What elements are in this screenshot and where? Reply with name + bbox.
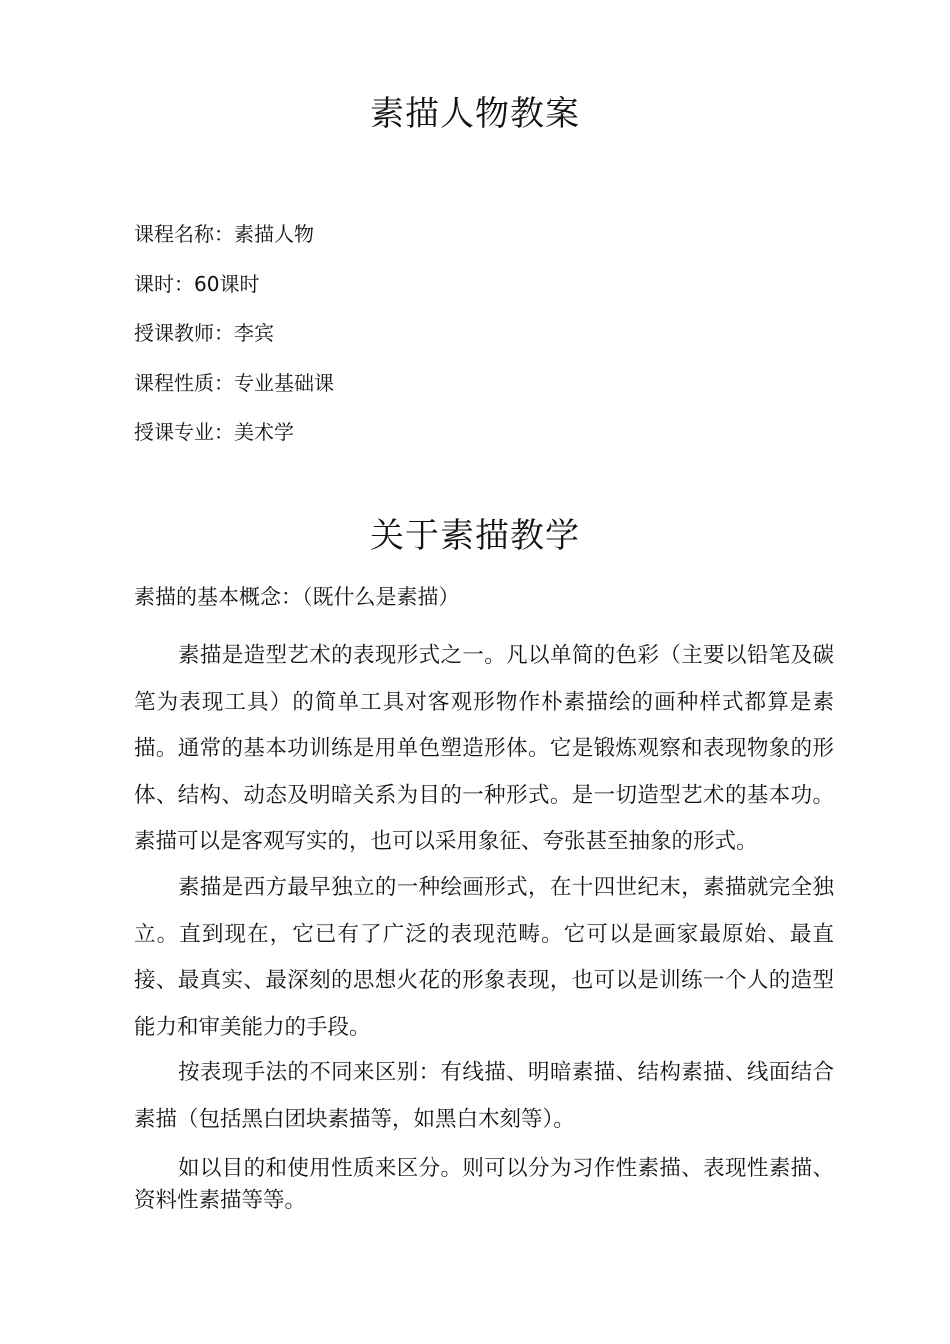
info-row-course-name — [134, 210, 334, 260]
info-value: 李宾 — [234, 321, 274, 345]
info-value: 专业基础课 — [234, 370, 334, 395]
info-row-major — [134, 408, 334, 458]
info-value: 美术学 — [234, 420, 294, 444]
paragraph: 如以目的和使用性质来区分。则可以分为习作性素描、表现性素描、资料性素描等等。 — [134, 1156, 834, 1213]
info-row-teacher — [134, 309, 334, 359]
paragraph: 素描是造型艺术的表现形式之一。凡以单简的色彩（主要以铅笔及碳笔为表现工具）的简单工具对客观形物作朴素描绘的画种样式都算是素描。通常的基本功训练是用单色塑造形体。它是锻炼观察和表现物象的形体、结构、动态及明暗关系为目的一种形式。是一切造型艺术的基本功。素描可以是客观写实的，也可以采用象征、夸张甚至抽象的形式。 — [134, 643, 834, 854]
info-label: 课时： — [134, 271, 194, 296]
info-label: 授课专业： — [134, 420, 234, 444]
info-value: 60课时 — [194, 271, 260, 296]
info-label: 授课教师： — [134, 321, 234, 345]
subheading: 素描的基本概念：（既什么是素描） — [134, 585, 460, 609]
course-info-list — [134, 210, 334, 458]
info-label: 课程名称： — [134, 222, 234, 246]
info-row-course-type — [134, 359, 334, 409]
document-title: 素描人物教案 — [370, 94, 580, 134]
info-row-hours — [134, 260, 334, 310]
paragraph: 按表现手法的不同来区别：有线描、明暗素描、结构素描、线面结合素描（包括黑白团块素描等，如黑白木刻等）。 — [134, 1060, 834, 1132]
paragraph: 素描是西方最早独立的一种绘画形式，在十四世纪末，素描就完全独立。直到现在，它已有了广泛的表现范畴。它可以是画家最原始、最直接、最真实、最深刻的思想火花的形象表现，也可以是训练一个人的造型能力和审美能力的手段。 — [134, 875, 834, 1040]
info-value: 素描人物 — [234, 222, 314, 246]
section-title: 关于素描教学 — [370, 516, 580, 556]
info-label: 课程性质： — [134, 370, 234, 395]
